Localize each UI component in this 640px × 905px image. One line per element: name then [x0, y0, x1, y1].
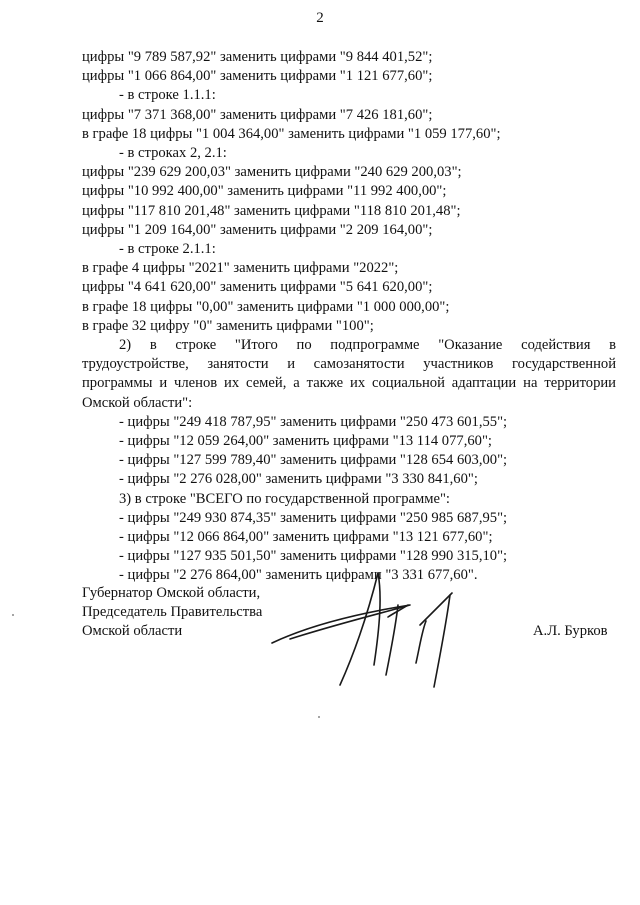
amendment-line: в графе 18 цифры "1 004 364,00" заменить цифрами "1 059 177,60"; [82, 125, 501, 142]
amendment-list-part2 [82, 413, 616, 586]
amendment-line: в графе 18 цифры "0,00" заменить цифрами "1 000 000,00"; [82, 298, 450, 315]
paragraph-line: 2) в строке "Итого по подпрограмме "Оказание содействия в [119, 337, 616, 354]
handwritten-signature [270, 565, 490, 705]
signatory-title-line: Омской области [82, 623, 183, 640]
amendment-line: цифры "117 810 201,48" заменить цифрами "118 810 201,48"; [82, 202, 461, 219]
paragraph-line: программы и членов их семей, а также их социальной адаптации на территории [82, 375, 616, 392]
paragraph-2 [82, 336, 616, 413]
amendment-line: в графе 32 цифру "0" заменить цифрами "100"; [82, 317, 374, 334]
amendment-line: - цифры "249 930 874,35" заменить цифрами "250 985 687,95"; [119, 509, 508, 526]
document-body [82, 48, 616, 586]
amendment-line: - цифры "127 599 789,40" заменить цифрами "128 654 603,00"; [119, 452, 508, 469]
signatory-title-line: Губернатор Омской области, [82, 585, 261, 601]
amendment-line: в графе 4 цифры "2021" заменить цифрами "2022"; [82, 260, 399, 277]
signatory-name: А.Л. Бурков [533, 623, 608, 639]
amendment-line: цифры "1 209 164,00" заменить цифрами "2 209 164,00"; [82, 221, 433, 238]
amendment-line: - цифры "249 418 787,95" заменить цифрами "250 473 601,55"; [119, 413, 508, 430]
amendment-list-part1 [82, 48, 616, 336]
signatory-title-line: Председатель Правительства [82, 604, 263, 621]
amendment-line: цифры "9 789 587,92" заменить цифрами "9 844 401,52"; [82, 49, 433, 65]
paragraph-line: трудоустройстве, занятости и самозанятости участников государственной [82, 356, 616, 373]
signatory-title [82, 584, 262, 642]
row-heading: - в строке 2.1.1: [119, 241, 216, 258]
amendment-line: цифры "1 066 864,00" заменить цифрами "1 121 677,60"; [82, 68, 433, 85]
row-heading: - в строке 1.1.1: [119, 87, 216, 104]
amendment-line: цифры "239 629 200,03" заменить цифрами "240 629 200,03"; [82, 164, 462, 181]
scan-speck [318, 716, 320, 718]
amendment-line: - цифры "12 066 864,00" заменить цифрами "13 121 677,60"; [119, 529, 493, 546]
amendment-line: - цифры "2 276 864,00" заменить цифрами "3 331 677,60". [119, 567, 478, 584]
row-heading: - в строках 2, 2.1: [119, 145, 227, 162]
paragraph-line: Омской области": [82, 394, 193, 411]
amendment-line: - цифры "12 059 264,00" заменить цифрами "13 114 077,60"; [119, 433, 492, 450]
row-heading: 3) в строке "ВСЕГО по государственной программе": [119, 490, 450, 507]
scan-speck [12, 614, 14, 616]
page-number: 2 [316, 10, 324, 26]
amendment-line: - цифры "127 935 501,50" заменить цифрами "128 990 315,10"; [119, 548, 508, 565]
amendment-line: цифры "10 992 400,00" заменить цифрами "11 992 400,00"; [82, 183, 447, 200]
amendment-line: цифры "4 641 620,00" заменить цифрами "5 641 620,00"; [82, 279, 433, 296]
amendment-line: - цифры "2 276 028,00" заменить цифрами "3 330 841,60"; [119, 471, 478, 488]
amendment-line: цифры "7 371 368,00" заменить цифрами "7 426 181,60"; [82, 106, 433, 123]
